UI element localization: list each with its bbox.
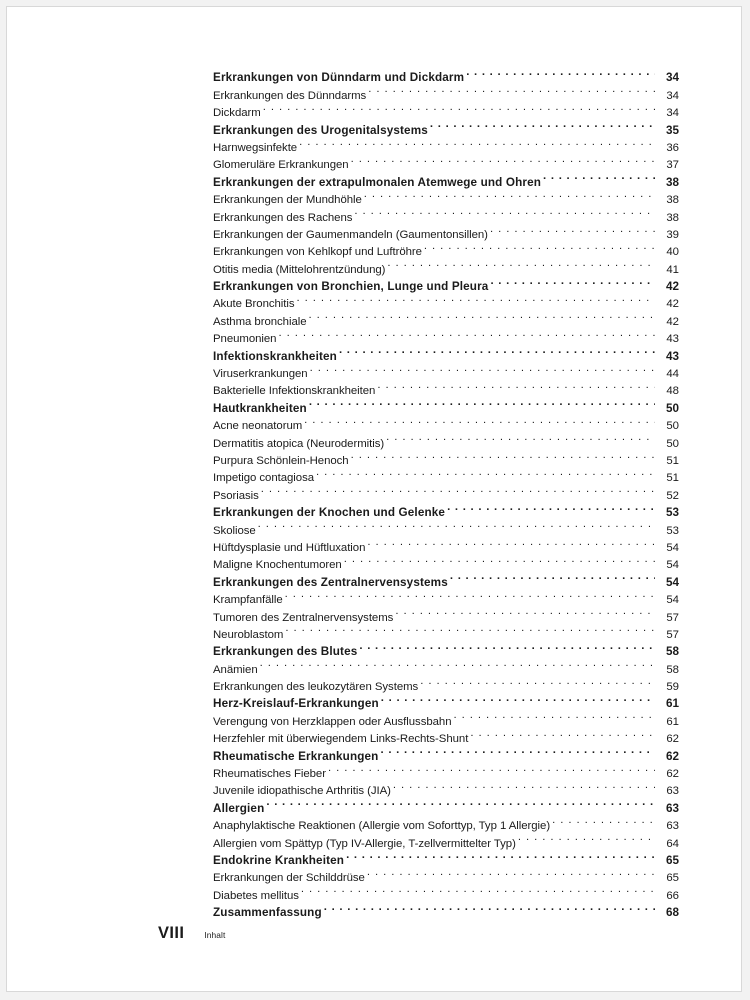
page-footer	[158, 924, 225, 943]
toc-entry[interactable]	[213, 655, 679, 676]
dot-leader	[490, 221, 655, 238]
toc-entry-title: Erkrankungen des Rachens	[213, 211, 353, 224]
toc-entry-title: Erkrankungen des Blutes	[213, 645, 358, 659]
toc-entry-page-number: 38	[665, 175, 679, 189]
dot-leader	[354, 203, 655, 220]
toc-entry-page-number: 53	[666, 524, 679, 537]
toc-entry-page-number: 48	[666, 385, 679, 398]
toc-entry[interactable]	[213, 534, 679, 554]
toc-entry-title: Asthma bronchiale	[213, 315, 307, 328]
dot-leader	[266, 794, 655, 811]
dot-leader	[387, 255, 655, 272]
toc-entry-title: Erkrankungen der Mundhöhle	[213, 194, 362, 207]
toc-entry-page-number: 42	[666, 298, 679, 311]
toc-entry-title: Pneumonien	[213, 333, 277, 346]
toc-entry-title: Acne neonatorum	[213, 420, 303, 433]
dot-leader	[359, 638, 655, 655]
toc-entry-page-number: 61	[665, 697, 679, 711]
toc-entry-page-number: 57	[666, 628, 679, 641]
toc-entry-page-number: 63	[666, 820, 679, 833]
toc-entry-page-number: 54	[666, 594, 679, 607]
toc-entry[interactable]	[213, 64, 679, 85]
toc-entry-title: Rheumatisches Fieber	[213, 768, 326, 781]
toc-entry-page-number: 40	[666, 246, 679, 259]
dot-leader	[381, 690, 655, 707]
toc-entry-page-number: 63	[666, 785, 679, 798]
document-page	[6, 6, 742, 992]
dot-leader	[552, 812, 655, 829]
dot-leader	[344, 551, 655, 568]
toc-entry-title: Bakterielle Infektionskrankheiten	[213, 385, 376, 398]
dot-leader	[380, 742, 655, 759]
toc-entry[interactable]	[213, 794, 679, 815]
toc-entry-page-number: 63	[665, 801, 679, 815]
toc-entry-title: Dickdarm	[213, 107, 261, 120]
toc-entry-page-number: 54	[666, 541, 679, 554]
toc-entry-title: Erkrankungen der Schilddrüse	[213, 872, 365, 885]
toc-entry-title: Anaphylaktische Reaktionen (Allergie vom Soforttyp, Typ 1 Allergie)	[213, 820, 551, 833]
dot-leader	[263, 99, 655, 116]
toc-entry-title: Verengung von Herzklappen oder Ausflussbahn	[213, 715, 452, 728]
toc-entry-page-number: 50	[665, 401, 679, 415]
toc-entry-page-number: 36	[666, 141, 679, 154]
toc-entry-page-number: 42	[665, 280, 679, 294]
toc-entry-title: Erkrankungen von Dünndarm und Dickdarm	[213, 71, 465, 85]
toc-entry-title: Erkrankungen der Gaumenmandeln (Gaumentonsillen)	[213, 228, 488, 241]
toc-entry-title: Skoliose	[213, 524, 256, 537]
toc-entry-page-number: 38	[666, 211, 679, 224]
toc-entry-title: Erkrankungen des Dünndarms	[213, 89, 367, 102]
toc-entry-title: Diabetes mellitus	[213, 889, 299, 902]
dot-leader	[364, 186, 655, 203]
dot-leader	[297, 290, 655, 307]
toc-entry-title: Hautkrankheiten	[213, 401, 307, 415]
toc-entry-page-number: 38	[666, 194, 679, 207]
toc-entry-title: Allergien	[213, 801, 265, 815]
toc-entry-title: Hüftdysplasie und Hüftluxation	[213, 541, 366, 554]
toc-entry[interactable]	[213, 673, 679, 694]
toc-entry-page-number: 66	[666, 889, 679, 902]
toc-entry-page-number: 65	[666, 872, 679, 885]
toc-entry-page-number: 41	[666, 263, 679, 276]
toc-entry-page-number: 64	[666, 837, 679, 850]
toc-entry[interactable]	[213, 116, 679, 137]
toc-entry-page-number: 59	[666, 681, 679, 694]
toc-entry-title: Zusammenfassung	[213, 906, 322, 920]
toc-entry-page-number: 43	[666, 333, 679, 346]
toc-entry-title: Erkrankungen von Kehlkopf und Luftröhre	[213, 246, 422, 259]
toc-entry-title: Herzfehler mit überwiegendem Links-Rechts-Shunt	[213, 733, 469, 746]
toc-entry-page-number: 54	[665, 575, 679, 589]
toc-entry-page-number: 42	[666, 315, 679, 328]
dot-leader	[346, 847, 655, 864]
dot-leader	[450, 568, 655, 585]
dot-leader	[301, 881, 655, 898]
dot-leader	[309, 394, 655, 411]
dot-leader	[261, 481, 655, 498]
toc-entry-title: Tumoren des Zentralnervensystems	[213, 611, 394, 624]
toc-entry[interactable]	[213, 99, 679, 120]
toc-entry-page-number: 54	[666, 559, 679, 572]
toc-entry-title: Infektionskrankheiten	[213, 349, 337, 363]
dot-leader	[395, 603, 655, 620]
toc-entry[interactable]	[213, 516, 679, 537]
toc-entry-title: Akute Bronchitis	[213, 298, 295, 311]
dot-leader	[299, 134, 655, 151]
toc-entry-page-number: 37	[666, 159, 679, 172]
dot-leader	[285, 621, 655, 638]
toc-entry-title: Viruserkrankungen	[213, 368, 308, 381]
toc-entry-page-number: 51	[666, 472, 679, 485]
toc-entry[interactable]	[213, 481, 679, 502]
toc-entry-title: Anämien	[213, 663, 258, 676]
dot-leader	[258, 516, 655, 533]
dot-leader	[328, 760, 655, 777]
toc-entry-page-number: 61	[666, 715, 679, 728]
toc-entry-page-number: 62	[666, 733, 679, 746]
toc-entry-title: Erkrankungen der extrapulmonalen Atemwege und Ohren	[213, 175, 542, 189]
toc-entry-title: Erkrankungen der Knochen und Gelenke	[213, 506, 446, 520]
dot-leader	[454, 707, 656, 724]
dot-leader	[447, 499, 655, 516]
dot-leader	[490, 273, 655, 290]
dot-leader	[518, 829, 655, 846]
toc-entry-page-number: 34	[666, 89, 679, 102]
toc-entry[interactable]	[213, 812, 679, 833]
dot-leader	[278, 325, 655, 342]
dot-leader	[309, 307, 656, 324]
dot-leader	[260, 655, 655, 672]
toc-entry-page-number: 43	[665, 349, 679, 363]
folio-number: VIII	[158, 924, 185, 942]
dot-leader	[310, 360, 655, 377]
dot-leader	[367, 534, 655, 551]
toc-entry[interactable]	[213, 325, 679, 346]
dot-leader	[367, 864, 655, 881]
dot-leader	[424, 238, 655, 255]
toc-entry-page-number: 39	[666, 228, 679, 241]
dot-leader	[393, 777, 655, 794]
toc-entry-title: Endokrine Krankheiten	[213, 853, 345, 867]
toc-entry-title: Dermatitis atopica (Neurodermitis)	[213, 437, 385, 450]
toc-entry-page-number: 50	[666, 420, 679, 433]
dot-leader	[430, 116, 655, 133]
toc-entry-page-number: 62	[665, 749, 679, 763]
dot-leader	[351, 447, 655, 464]
dot-leader	[420, 673, 655, 690]
toc-entry-title: Otitis media (Mittelohrentzündung)	[213, 263, 386, 276]
toc-entry-title: Krampfanfälle	[213, 594, 283, 607]
table-of-contents	[213, 64, 679, 920]
dot-leader	[351, 151, 655, 168]
toc-entry[interactable]	[213, 499, 679, 520]
dot-leader	[339, 342, 655, 359]
toc-entry-page-number: 62	[666, 768, 679, 781]
toc-entry-page-number: 65	[665, 853, 679, 867]
toc-entry-title: Rheumatische Erkrankungen	[213, 749, 379, 763]
toc-entry-page-number: 58	[666, 663, 679, 676]
toc-entry[interactable]	[213, 342, 679, 363]
toc-entry-page-number: 68	[665, 906, 679, 920]
toc-entry-title: Impetigo contagiosa	[213, 472, 314, 485]
toc-entry-page-number: 57	[666, 611, 679, 624]
toc-entry-page-number: 44	[666, 368, 679, 381]
toc-entry-title: Herz-Kreislauf-Erkrankungen	[213, 697, 379, 711]
dot-leader	[543, 168, 655, 185]
dot-leader	[470, 725, 655, 742]
toc-entry-title: Erkrankungen des Zentralnervensystems	[213, 575, 448, 589]
toc-entry-page-number: 34	[665, 71, 679, 85]
toc-entry-page-number: 34	[666, 107, 679, 120]
toc-entry-title: Erkrankungen des leukozytären Systems	[213, 681, 419, 694]
toc-entry-title: Purpura Schönlein-Henoch	[213, 454, 349, 467]
dot-leader	[368, 81, 655, 98]
toc-entry-title: Glomeruläre Erkrankungen	[213, 159, 349, 172]
toc-entry-title: Neuroblastom	[213, 628, 284, 641]
toc-entry-title: Juvenile idiopathische Arthritis (JIA)	[213, 785, 391, 798]
toc-entry-title: Harnwegsinfekte	[213, 141, 298, 154]
toc-entry-title: Erkrankungen des Urogenitalsystems	[213, 123, 428, 137]
toc-entry-page-number: 52	[666, 489, 679, 502]
toc-entry-page-number: 51	[666, 454, 679, 467]
dot-leader	[386, 429, 655, 446]
toc-entry-page-number: 58	[665, 645, 679, 659]
dot-leader	[304, 412, 655, 429]
toc-entry-title: Allergien vom Spättyp (Typ IV-Allergie, T-zellvermittelter Typ)	[213, 837, 516, 850]
toc-entry-page-number: 50	[666, 437, 679, 450]
dot-leader	[324, 899, 655, 916]
dot-leader	[285, 586, 655, 603]
dot-leader	[466, 64, 655, 81]
toc-entry-title: Erkrankungen von Bronchien, Lunge und Pleura	[213, 280, 489, 294]
footer-section-label: Inhalt	[204, 930, 226, 940]
toc-entry-title: Psoriasis	[213, 489, 259, 502]
toc-entry-page-number: 35	[665, 123, 679, 137]
toc-entry-title: Maligne Knochentumoren	[213, 559, 342, 572]
toc-entry-page-number: 53	[665, 506, 679, 520]
dot-leader	[316, 464, 655, 481]
dot-leader	[377, 377, 655, 394]
